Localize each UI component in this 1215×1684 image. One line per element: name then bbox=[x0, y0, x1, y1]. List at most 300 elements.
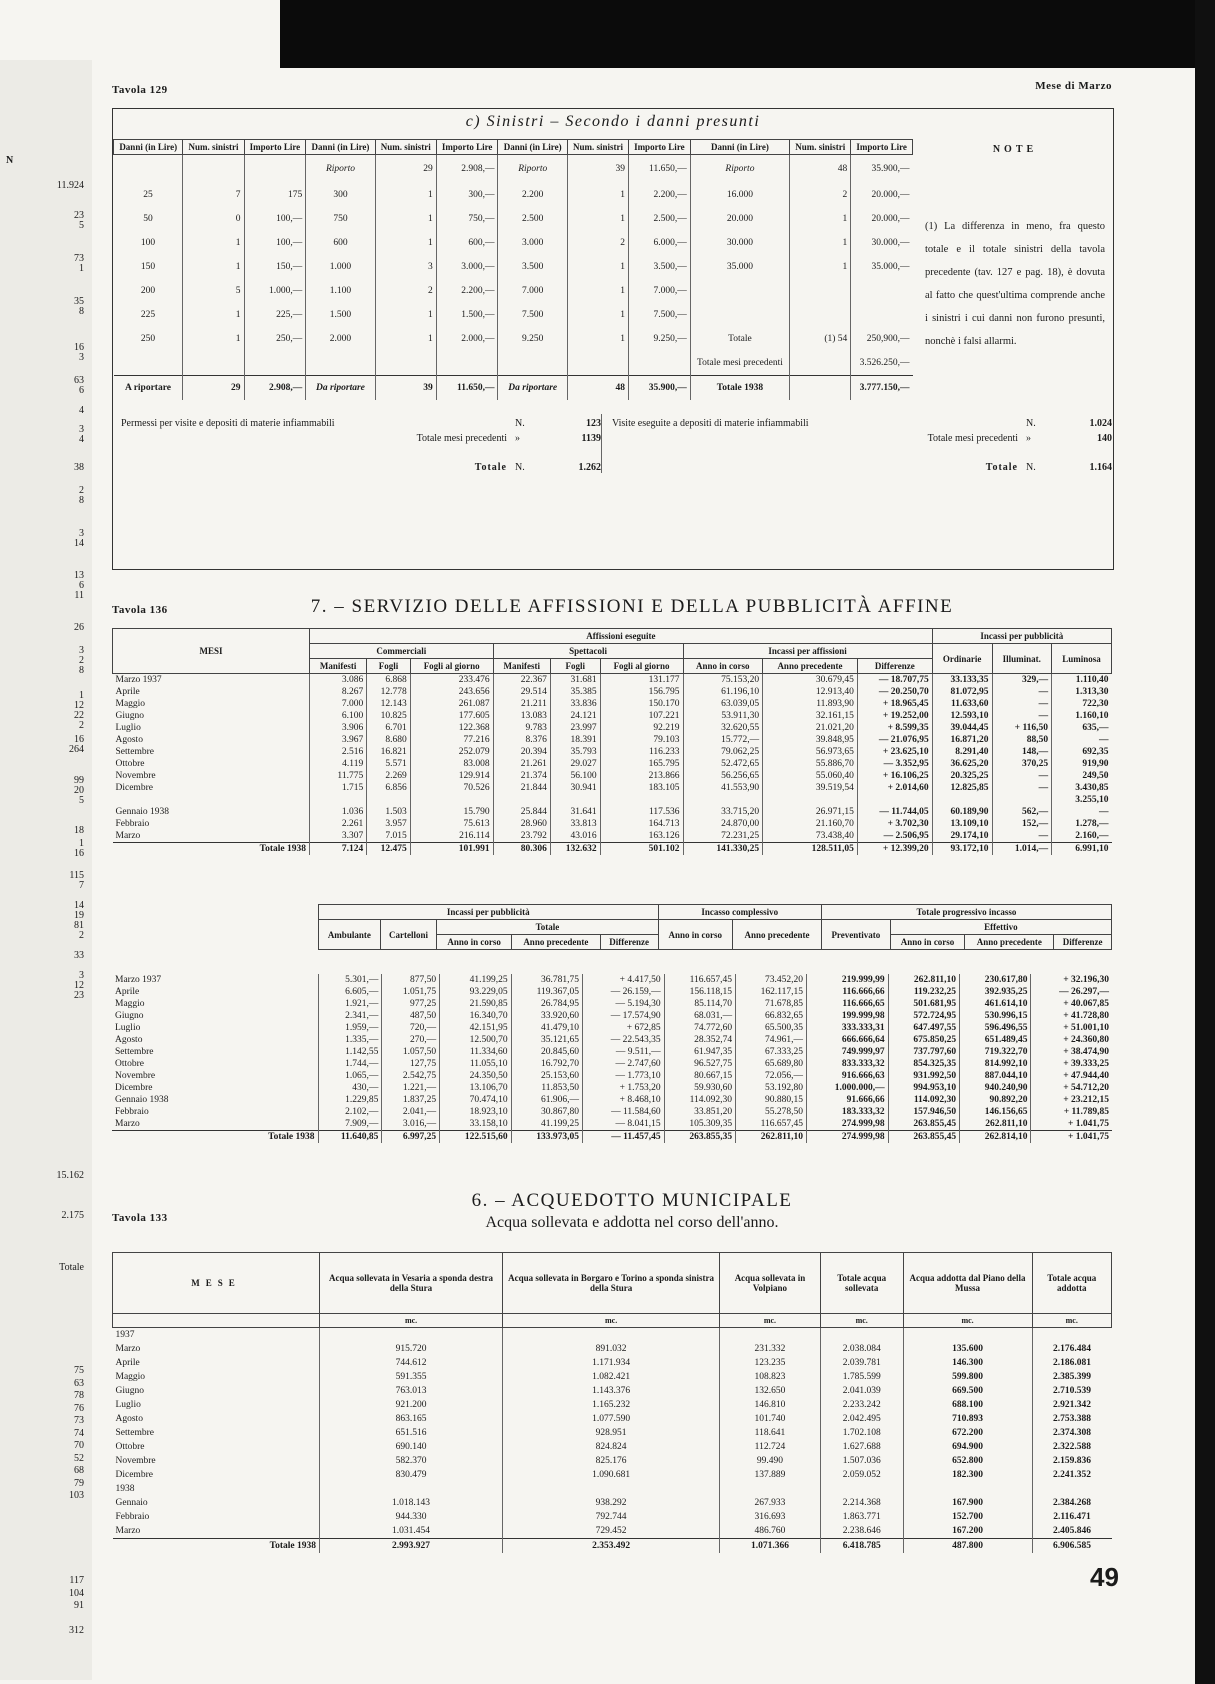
pubblicita-cell: 1.000.000,— bbox=[806, 1082, 888, 1094]
sinistri-cell: 7.500,— bbox=[629, 303, 691, 327]
sinistri-cell: 3.777.150,— bbox=[851, 376, 913, 401]
affissioni-cell: 36.625,20 bbox=[932, 758, 992, 770]
pubblicita-cell: Luglio bbox=[115, 1023, 141, 1033]
pubblicita-cell: 877,50 bbox=[382, 974, 440, 986]
left-column-value: 15.162 bbox=[56, 1170, 84, 1181]
pubblicita-cell: 85.114,70 bbox=[664, 998, 735, 1010]
affissioni-cell: 8.376 bbox=[493, 734, 550, 746]
affissioni-cell: Giugno bbox=[115, 711, 144, 721]
left-column-value: 5 bbox=[79, 795, 84, 806]
affissioni-cell: 25.844 bbox=[493, 806, 550, 818]
pubblicita-cell: 74.961,— bbox=[736, 1034, 807, 1046]
pubblicita-cell: 1.335,— bbox=[318, 1034, 382, 1046]
affissioni-cell: Agosto bbox=[115, 735, 143, 745]
acquedotto-cell: Novembre bbox=[115, 1456, 156, 1466]
left-column-value: 16 bbox=[74, 734, 84, 745]
pubblicita-cell: 7.909,— bbox=[318, 1118, 382, 1131]
affissioni-cell: — bbox=[1052, 734, 1112, 746]
acquedotto-cell: 2.921.342 bbox=[1032, 1398, 1112, 1412]
col-ordinarie: Ordinarie bbox=[932, 644, 992, 674]
left-column-value: 2 bbox=[79, 655, 84, 666]
sinistri-cell: 1 bbox=[567, 183, 628, 207]
left-column-value: 63 bbox=[74, 375, 84, 386]
col-compl-anno-prec: Anno precedente bbox=[733, 920, 822, 950]
affissioni-cell: 129.914 bbox=[410, 770, 493, 782]
note-header: NOTE bbox=[992, 144, 1038, 155]
sinistri-col-header: Danni (in Lire) bbox=[690, 140, 789, 155]
sinistri-cell: 1 bbox=[183, 231, 244, 255]
affissioni-cell: 21.021,20 bbox=[763, 722, 858, 734]
left-column-value: 104 bbox=[69, 1588, 84, 1599]
affissioni-cell bbox=[857, 794, 932, 806]
acquedotto-table bbox=[112, 1252, 1112, 1553]
affissioni-cell: 6.856 bbox=[367, 782, 411, 794]
sinistri-cell bbox=[183, 351, 244, 376]
acquedotto-cell: 1.143.376 bbox=[503, 1384, 720, 1398]
affissioni-cell: 1.014,— bbox=[992, 843, 1052, 856]
pubblicita-cell: 916.666,63 bbox=[806, 1070, 888, 1082]
pubblicita-cell: 70.474,10 bbox=[440, 1094, 511, 1106]
pubblicita-cell: 1.057,50 bbox=[382, 1046, 440, 1058]
pubblicita-cell: 666.666,64 bbox=[806, 1034, 888, 1046]
affissioni-cell: 33.133,35 bbox=[932, 674, 992, 687]
acquedotto-cell: 1.171.934 bbox=[503, 1356, 720, 1370]
acquedotto-cell: 2.238.646 bbox=[820, 1524, 903, 1539]
sinistri-cell: 1 bbox=[567, 255, 628, 279]
acquedotto-cell: Giugno bbox=[115, 1386, 144, 1396]
affissioni-cell: — bbox=[1052, 806, 1112, 818]
pubblicita-cell: Maggio bbox=[115, 999, 145, 1009]
acquedotto-cell: 1.071.366 bbox=[720, 1539, 821, 1554]
summary-label: Totale mesi precedenti bbox=[416, 433, 507, 444]
affissioni-cell: Marzo 1937 bbox=[115, 675, 162, 685]
sinistri-cell bbox=[244, 155, 306, 184]
pubblicita-row bbox=[112, 1034, 1112, 1046]
affissioni-row bbox=[113, 710, 1112, 722]
affissioni-cell: 33.715,20 bbox=[683, 806, 763, 818]
summary-line bbox=[121, 433, 601, 444]
acquedotto-cell: 1.031.454 bbox=[320, 1524, 503, 1539]
affissioni-cell: 31.681 bbox=[550, 674, 600, 687]
affissioni-cell: 1.160,10 bbox=[1052, 710, 1112, 722]
sinistri-row bbox=[114, 155, 913, 184]
affissioni-cell bbox=[310, 794, 367, 806]
affissioni-cell: Luglio bbox=[115, 723, 141, 733]
affissioni-cell: 10.825 bbox=[367, 710, 411, 722]
affissioni-cell: — 20.250,70 bbox=[857, 686, 932, 698]
sinistri-cell: 1 bbox=[375, 183, 436, 207]
pubblicita-cell: 59.930,60 bbox=[664, 1082, 735, 1094]
acquedotto-cell: Maggio bbox=[115, 1372, 146, 1382]
acquedotto-cell: 1.082.421 bbox=[503, 1370, 720, 1384]
affissioni-cell: 23.997 bbox=[550, 722, 600, 734]
pubblicita-cell: 430,— bbox=[318, 1082, 382, 1094]
month-label: Mese di Marzo bbox=[1035, 80, 1112, 92]
pubblicita-cell: 116.666,66 bbox=[806, 986, 888, 998]
affissioni-title: 7. – SERVIZIO DELLE AFFISSIONI E DELLA PUBBLICITÀ AFFINE bbox=[310, 596, 954, 617]
affissioni-cell: 12.778 bbox=[367, 686, 411, 698]
sinistri-cell: 2.000,— bbox=[436, 327, 498, 351]
affissioni-cell: — bbox=[992, 770, 1052, 782]
pubblicita-cell: 3.016,— bbox=[382, 1118, 440, 1131]
pubblicita-cell: 1.065,— bbox=[318, 1070, 382, 1082]
sinistri-cell: 175 bbox=[244, 183, 306, 207]
pubblicita-cell: 1.051,75 bbox=[382, 986, 440, 998]
sinistri-cell: 1 bbox=[183, 303, 244, 327]
acquedotto-cell: 690.140 bbox=[320, 1440, 503, 1454]
affissioni-sub-header: Fogli al giorno bbox=[410, 659, 493, 674]
sinistri-cell: 30.000,— bbox=[851, 231, 913, 255]
sinistri-cell: 3.000,— bbox=[436, 255, 498, 279]
pubblicita-cell: 1.837,25 bbox=[382, 1094, 440, 1106]
acquedotto-cell bbox=[820, 1482, 903, 1496]
affissioni-cell: 20.394 bbox=[493, 746, 550, 758]
sinistri-row bbox=[114, 231, 913, 255]
pubblicita-cell: 263.855,45 bbox=[888, 1131, 959, 1144]
pubblicita-cell: + 8.468,10 bbox=[582, 1094, 664, 1106]
sinistri-cell bbox=[790, 351, 851, 376]
affissioni-cell: 692,35 bbox=[1052, 746, 1112, 758]
summary-label: Totale bbox=[474, 462, 507, 473]
left-column-value: 14 bbox=[74, 538, 84, 549]
acquedotto-cell: 108.823 bbox=[720, 1370, 821, 1384]
pubblicita-cell: 71.678,85 bbox=[736, 998, 807, 1010]
affissioni-cell: 635,— bbox=[1052, 722, 1112, 734]
acquedotto-cell: 710.893 bbox=[903, 1412, 1032, 1426]
affissioni-cell: 3.430,85 bbox=[1052, 782, 1112, 794]
pubblicita-cell: 80.667,15 bbox=[664, 1070, 735, 1082]
acquedotto-cell: 2.159.836 bbox=[1032, 1454, 1112, 1468]
acquedotto-tavola-label: Tavola 133 bbox=[112, 1212, 168, 1224]
acquedotto-cell: 863.165 bbox=[320, 1412, 503, 1426]
affissioni-cell: 1.110,40 bbox=[1052, 674, 1112, 687]
group-commerciali: Commerciali bbox=[310, 644, 494, 659]
acquedotto-row bbox=[113, 1539, 1112, 1554]
affissioni-cell: 148,— bbox=[992, 746, 1052, 758]
col-ambulante: Ambulante bbox=[319, 920, 381, 950]
pubblicita-cell: — 8.041,15 bbox=[582, 1118, 664, 1131]
acquedotto-cell: 2.059.052 bbox=[820, 1468, 903, 1482]
affissioni-cell: 2.516 bbox=[310, 746, 367, 758]
pubblicita-cell: 274.999,98 bbox=[806, 1131, 888, 1144]
sinistri-cell: Totale 1938 bbox=[690, 376, 789, 401]
affissioni-cell: 12.913,40 bbox=[763, 686, 858, 698]
acquedotto-cell: 1.863.771 bbox=[820, 1510, 903, 1524]
summary-line bbox=[121, 418, 601, 429]
affissioni-cell: 243.656 bbox=[410, 686, 493, 698]
affissioni-cell: 30.941 bbox=[550, 782, 600, 794]
affissioni-cell: 3.086 bbox=[310, 674, 367, 687]
affissioni-sub-header: Differenze bbox=[857, 659, 932, 674]
affissioni-cell: 6.701 bbox=[367, 722, 411, 734]
sinistri-cell: 11.650,— bbox=[436, 376, 498, 401]
affissioni-cell: + 12.399,20 bbox=[857, 843, 932, 856]
affissioni-cell: 11.775 bbox=[310, 770, 367, 782]
acquedotto-cell: Marzo bbox=[115, 1526, 141, 1536]
acquedotto-cell bbox=[1032, 1482, 1112, 1496]
pubblicita-cell: 854.325,35 bbox=[888, 1058, 959, 1070]
affissioni-cell: 1.278,— bbox=[1052, 818, 1112, 830]
affissioni-cell: 83.008 bbox=[410, 758, 493, 770]
acquedotto-cell: Aprile bbox=[115, 1358, 140, 1368]
affissioni-cell: 3.967 bbox=[310, 734, 367, 746]
sinistri-row bbox=[114, 376, 913, 401]
acquedotto-cell bbox=[320, 1482, 503, 1496]
pubblicita-cell: 719.322,70 bbox=[960, 1046, 1031, 1058]
pubblicita-cell: 156.118,15 bbox=[664, 986, 735, 998]
sinistri-cell: 35.000 bbox=[690, 255, 789, 279]
pubblicita-cell: 262.811,10 bbox=[736, 1131, 807, 1144]
pubblicita-cell: + 4.417,50 bbox=[582, 974, 664, 986]
affissioni-cell: 2.261 bbox=[310, 818, 367, 830]
sinistri-col-header: Danni (in Lire) bbox=[114, 140, 183, 155]
acquedotto-cell: Agosto bbox=[115, 1414, 143, 1424]
acquedotto-cell: Dicembre bbox=[115, 1470, 153, 1480]
sinistri-cell: 2 bbox=[790, 183, 851, 207]
pubblicita-cell: 11.640,85 bbox=[318, 1131, 382, 1144]
affissioni-cell: — 3.352,95 bbox=[857, 758, 932, 770]
affissioni-cell: 7.015 bbox=[367, 830, 411, 843]
pubblicita-cell: 61.947,35 bbox=[664, 1046, 735, 1058]
sinistri-cell: 1 bbox=[375, 207, 436, 231]
acquedotto-col-header: Totale acqua addotta bbox=[1032, 1253, 1112, 1314]
left-column-value: 1 bbox=[79, 263, 84, 274]
pubblicita-cell: 2.102,— bbox=[318, 1106, 382, 1118]
pubblicita-cell: + 54.712,20 bbox=[1031, 1082, 1112, 1094]
acquedotto-cell: 928.951 bbox=[503, 1426, 720, 1440]
pubblicita-cell: 392.935,25 bbox=[960, 986, 1031, 998]
affissioni-cell: 329,— bbox=[992, 674, 1052, 687]
affissioni-cell: 22.367 bbox=[493, 674, 550, 687]
pubblicita-cell: 263.855,35 bbox=[664, 1131, 735, 1144]
sinistri-cell: 2.200,— bbox=[629, 183, 691, 207]
sinistri-cell: 7.000 bbox=[498, 279, 567, 303]
sinistri-cell: 1 bbox=[567, 303, 628, 327]
affissioni-cell: 249,50 bbox=[1052, 770, 1112, 782]
affissioni-cell: 75.153,20 bbox=[683, 674, 763, 687]
affissioni-cell: 141.330,25 bbox=[683, 843, 763, 856]
sinistri-cell: Riporto bbox=[690, 155, 789, 184]
pubblicita-cell: 219.999,99 bbox=[806, 974, 888, 986]
pubblicita-cell: 18.923,10 bbox=[440, 1106, 511, 1118]
acquedotto-cell: 792.744 bbox=[503, 1510, 720, 1524]
affissioni-cell: 56.256,65 bbox=[683, 770, 763, 782]
pubblicita-cell: 116.657,45 bbox=[664, 974, 735, 986]
acquedotto-cell: 2.353.492 bbox=[503, 1539, 720, 1554]
sinistri-cell: 200 bbox=[140, 286, 156, 296]
pubblicita-cell: 116.657,45 bbox=[736, 1118, 807, 1131]
pubblicita-table bbox=[318, 904, 1112, 950]
acquedotto-cell: Gennaio bbox=[115, 1498, 148, 1508]
left-column-value: 52 bbox=[74, 1453, 84, 1464]
affissioni-row bbox=[113, 674, 1112, 687]
pubblicita-cell: 11.334,60 bbox=[440, 1046, 511, 1058]
page-header bbox=[112, 80, 1112, 98]
acquedotto-cell: 2.176.484 bbox=[1032, 1342, 1112, 1356]
pubblicita-cell: + 24.360,80 bbox=[1031, 1034, 1112, 1046]
affissioni-tavola-label: Tavola 136 bbox=[112, 604, 168, 616]
pubblicita-cell: 72.056,— bbox=[736, 1070, 807, 1082]
affissioni-cell: 56.973,65 bbox=[763, 746, 858, 758]
left-column-value: 33 bbox=[74, 950, 84, 961]
pubblicita-row bbox=[112, 998, 1112, 1010]
pubblicita-cell: Aprile bbox=[115, 987, 140, 997]
sinistri-row bbox=[114, 351, 913, 376]
acquedotto-cell bbox=[720, 1328, 821, 1343]
acquedotto-row bbox=[113, 1496, 1112, 1510]
pubblicita-cell: 96.527,75 bbox=[664, 1058, 735, 1070]
sinistri-cell: 250 bbox=[140, 334, 156, 344]
affissioni-cell bbox=[932, 794, 992, 806]
affissioni-cell: — 2.506,95 bbox=[857, 830, 932, 843]
sinistri-cell: 1.500,— bbox=[436, 303, 498, 327]
sinistri-cell: 29 bbox=[183, 376, 244, 401]
affissioni-cell: 116.233 bbox=[600, 746, 683, 758]
left-column-value: 7 bbox=[79, 880, 84, 891]
affissioni-cell: 2.269 bbox=[367, 770, 411, 782]
affissioni-cell: 15.790 bbox=[410, 806, 493, 818]
sinistri-note: (1) La differenza in meno, fra questo totale e il totale sinistri della tavola precedente (tav. 127 e pag. 18), è dovuta al fatto che quest'ultima comprende anche i sinistri i cui danni non furono presunti, nonchè i falsi allarmi. bbox=[925, 221, 1105, 347]
pubblicita-cell: 461.614,10 bbox=[960, 998, 1031, 1010]
affissioni-cell: 370,25 bbox=[992, 758, 1052, 770]
left-column-value: 81 bbox=[74, 920, 84, 931]
sinistri-cell bbox=[498, 351, 567, 376]
acquedotto-cell: 582.370 bbox=[320, 1454, 503, 1468]
affissioni-cell: 13.109,10 bbox=[932, 818, 992, 830]
sinistri-cell: 16.000 bbox=[690, 183, 789, 207]
pubblicita-cell: Gennaio 1938 bbox=[115, 1095, 169, 1105]
affissioni-cell: 3.307 bbox=[310, 830, 367, 843]
affissioni-cell: 165.795 bbox=[600, 758, 683, 770]
affissioni-cell: 8.267 bbox=[310, 686, 367, 698]
summary-prefix: N. bbox=[1026, 418, 1036, 429]
affissioni-cell bbox=[410, 794, 493, 806]
pubblicita-cell: 1.142,55 bbox=[318, 1046, 382, 1058]
sinistri-cell: 9.250 bbox=[498, 327, 567, 351]
col-cartelloni: Cartelloni bbox=[380, 920, 437, 950]
affissioni-cell: — bbox=[992, 830, 1052, 843]
affissioni-cell: 55.886,70 bbox=[763, 758, 858, 770]
affissioni-row bbox=[113, 722, 1112, 734]
col-eff-diff: Differenze bbox=[1054, 935, 1112, 950]
pubblicita-cell: 33.920,60 bbox=[511, 1010, 582, 1022]
acquedotto-cell: 6.418.785 bbox=[820, 1539, 903, 1554]
pubblicita-cell: 737.797,60 bbox=[888, 1046, 959, 1058]
affissioni-cell: 252.079 bbox=[410, 746, 493, 758]
acquedotto-cell: Febbraio bbox=[115, 1512, 150, 1522]
pubblicita-row bbox=[112, 1022, 1112, 1034]
sinistri-cell: 48 bbox=[567, 376, 628, 401]
pubblicita-cell: 572.724,95 bbox=[888, 1010, 959, 1022]
pubblicita-cell: Marzo bbox=[115, 1119, 140, 1129]
sinistri-cell bbox=[183, 155, 244, 184]
affissioni-cell: 24.121 bbox=[550, 710, 600, 722]
affissioni-cell: 177.605 bbox=[410, 710, 493, 722]
pubblicita-cell: + 672,85 bbox=[582, 1022, 664, 1034]
affissioni-cell: 233.476 bbox=[410, 674, 493, 687]
affissioni-cell: 3.957 bbox=[367, 818, 411, 830]
sinistri-cell: 2.000 bbox=[306, 327, 375, 351]
sinistri-col-header: Num. sinistri bbox=[375, 140, 436, 155]
pubblicita-cell: — 17.574,90 bbox=[582, 1010, 664, 1022]
acquedotto-cell: 2.993.927 bbox=[320, 1539, 503, 1554]
pubblicita-cell: 26.784,95 bbox=[511, 998, 582, 1010]
sinistri-cell: 250,— bbox=[244, 327, 306, 351]
sinistri-cell bbox=[375, 351, 436, 376]
sinistri-cell: 39 bbox=[375, 376, 436, 401]
affissioni-section bbox=[112, 596, 1112, 855]
group-incasso-complessivo: Incasso complessivo bbox=[658, 905, 821, 920]
acquedotto-cell: 2.405.846 bbox=[1032, 1524, 1112, 1539]
acquedotto-unit: mc. bbox=[320, 1314, 503, 1328]
pubblicita-cell: — 1.773,10 bbox=[582, 1070, 664, 1082]
affissioni-cell: 2.160,— bbox=[1052, 830, 1112, 843]
affissioni-row bbox=[113, 818, 1112, 830]
left-column-value: 35 bbox=[74, 296, 84, 307]
pubblicita-cell: 651.489,45 bbox=[960, 1034, 1031, 1046]
sinistri-title: c) Sinistri – Secondo i danni presunti bbox=[465, 113, 761, 130]
affissioni-cell: 13.083 bbox=[493, 710, 550, 722]
sinistri-cell: 1.000 bbox=[306, 255, 375, 279]
acquedotto-col-header: Acqua addotta dal Piano della Mussa bbox=[903, 1253, 1032, 1314]
acquedotto-cell: 1937 bbox=[115, 1330, 135, 1340]
affissioni-cell: 77.216 bbox=[410, 734, 493, 746]
pubblicita-row bbox=[112, 1131, 1112, 1144]
acquedotto-cell bbox=[1032, 1328, 1112, 1343]
affissioni-row bbox=[113, 770, 1112, 782]
affissioni-cell: 164.713 bbox=[600, 818, 683, 830]
pubblicita-cell: 263.855,45 bbox=[888, 1118, 959, 1131]
acquedotto-cell: 1.090.681 bbox=[503, 1468, 720, 1482]
left-column-value: 16 bbox=[74, 342, 84, 353]
pubblicita-cell: + 23.212,15 bbox=[1031, 1094, 1112, 1106]
pubblicita-cell: 2.041,— bbox=[382, 1106, 440, 1118]
acquedotto-cell: 486.760 bbox=[720, 1524, 821, 1539]
affissioni-cell: 1.503 bbox=[367, 806, 411, 818]
pubblicita-cell: 74.772,60 bbox=[664, 1022, 735, 1034]
affissioni-cell: 132.632 bbox=[550, 843, 600, 856]
affissioni-cell: Ottobre bbox=[115, 759, 145, 769]
sinistri-col-header: Danni (in Lire) bbox=[498, 140, 567, 155]
acquedotto-col-header: Totale acqua sollevata bbox=[820, 1253, 903, 1314]
left-column-value: 12 bbox=[74, 700, 84, 711]
sinistri-col-header: Importo Lire bbox=[629, 140, 691, 155]
sinistri-cell: Totale mesi precedenti bbox=[690, 351, 789, 376]
pubblicita-cell: 1.744,— bbox=[318, 1058, 382, 1070]
sinistri-cell: Da riportare bbox=[498, 376, 567, 401]
left-column-value: 2 bbox=[79, 720, 84, 731]
sinistri-col-header: Num. sinistri bbox=[790, 140, 851, 155]
acquedotto-cell: Ottobre bbox=[115, 1442, 145, 1452]
affissioni-cell: 63.039,05 bbox=[683, 698, 763, 710]
sinistri-cell: (1) 54 bbox=[790, 327, 851, 351]
affissioni-cell: 12.825,85 bbox=[932, 782, 992, 794]
affissioni-cell: 30.679,45 bbox=[763, 674, 858, 687]
left-column-value: 78 bbox=[74, 1390, 84, 1401]
affissioni-cell: 80.306 bbox=[493, 843, 550, 856]
acquedotto-cell: 2.384.268 bbox=[1032, 1496, 1112, 1510]
sinistri-cell: 48 bbox=[790, 155, 851, 184]
left-column-value: 3 bbox=[79, 645, 84, 656]
acquedotto-cell: 688.100 bbox=[903, 1398, 1032, 1412]
left-column-value: 79 bbox=[74, 1478, 84, 1489]
left-column-value: 76 bbox=[74, 1403, 84, 1414]
affissioni-cell: 39.848,95 bbox=[763, 734, 858, 746]
sinistri-cell: 20.000,— bbox=[851, 207, 913, 231]
sinistri-cell: 2.500,— bbox=[629, 207, 691, 231]
acquedotto-cell: 1.702.108 bbox=[820, 1426, 903, 1440]
sinistri-header-row bbox=[114, 140, 913, 155]
